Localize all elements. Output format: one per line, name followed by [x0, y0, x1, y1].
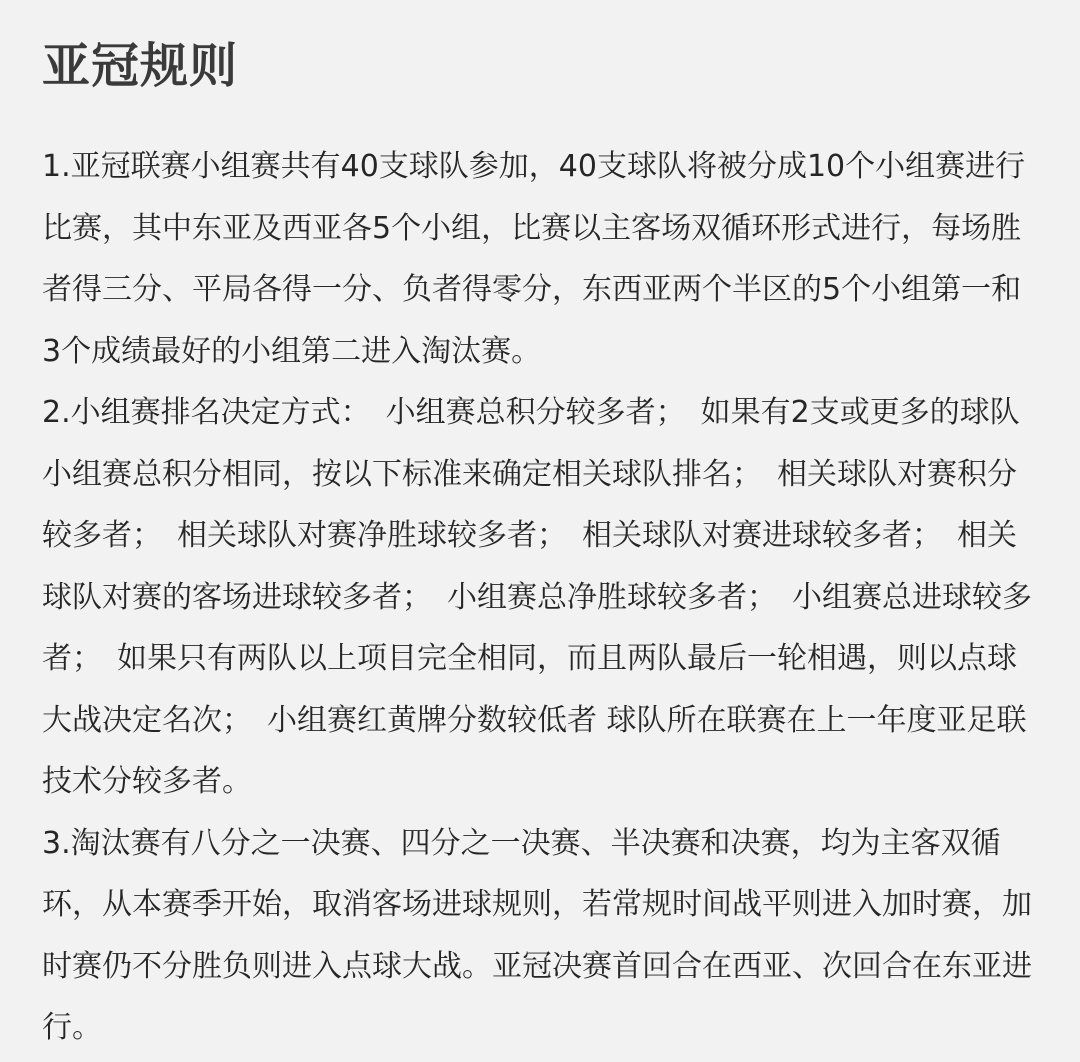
page-title: 亚冠规则: [42, 38, 239, 94]
rule-paragraph-2: 2.小组赛排名决定方式： 小组赛总积分较多者； 如果有2支或更多的球队小组赛总积分相同，按以下标准来确定相关球队排名； 相关球队对赛积分较多者； 相关球队对赛净胜球较多者； 相关球队对赛进球较多者； 相关球队对赛的客场进球较多者； 小组赛总净胜球较多者； 小组赛总进球较多者； 如果只有两队以上项目完全相同，而且两队最后一轮相遇，则以点球大战决定名次； 小组赛红黄牌分数较低者 球队所在联赛在上一年度亚足联技术分较多者。: [42, 395, 1032, 799]
rule-paragraph-3: 3.淘汰赛有八分之一决赛、四分之一决赛、半决赛和决赛，均为主客双循环，从本赛季开始，取消客场进球规则，若常规时间战平则进入加时赛，加时赛仍不分胜负则进入点球大战。亚冠决赛首回合在西亚、次回合在东亚进行。: [42, 825, 1032, 1045]
rules-list: [42, 136, 1040, 1059]
rule-paragraph-1: 1.亚冠联赛小组赛共有40支球队参加，40支球队将被分成10个小组赛进行比赛，其中东亚及西亚各5个小组，比赛以主客场双循环形式进行，每场胜者得三分、平局各得一分、负者得零分，东西亚两个半区的5个小组第一和3个成绩最好的小组第二进入淘汰赛。: [42, 149, 1026, 369]
